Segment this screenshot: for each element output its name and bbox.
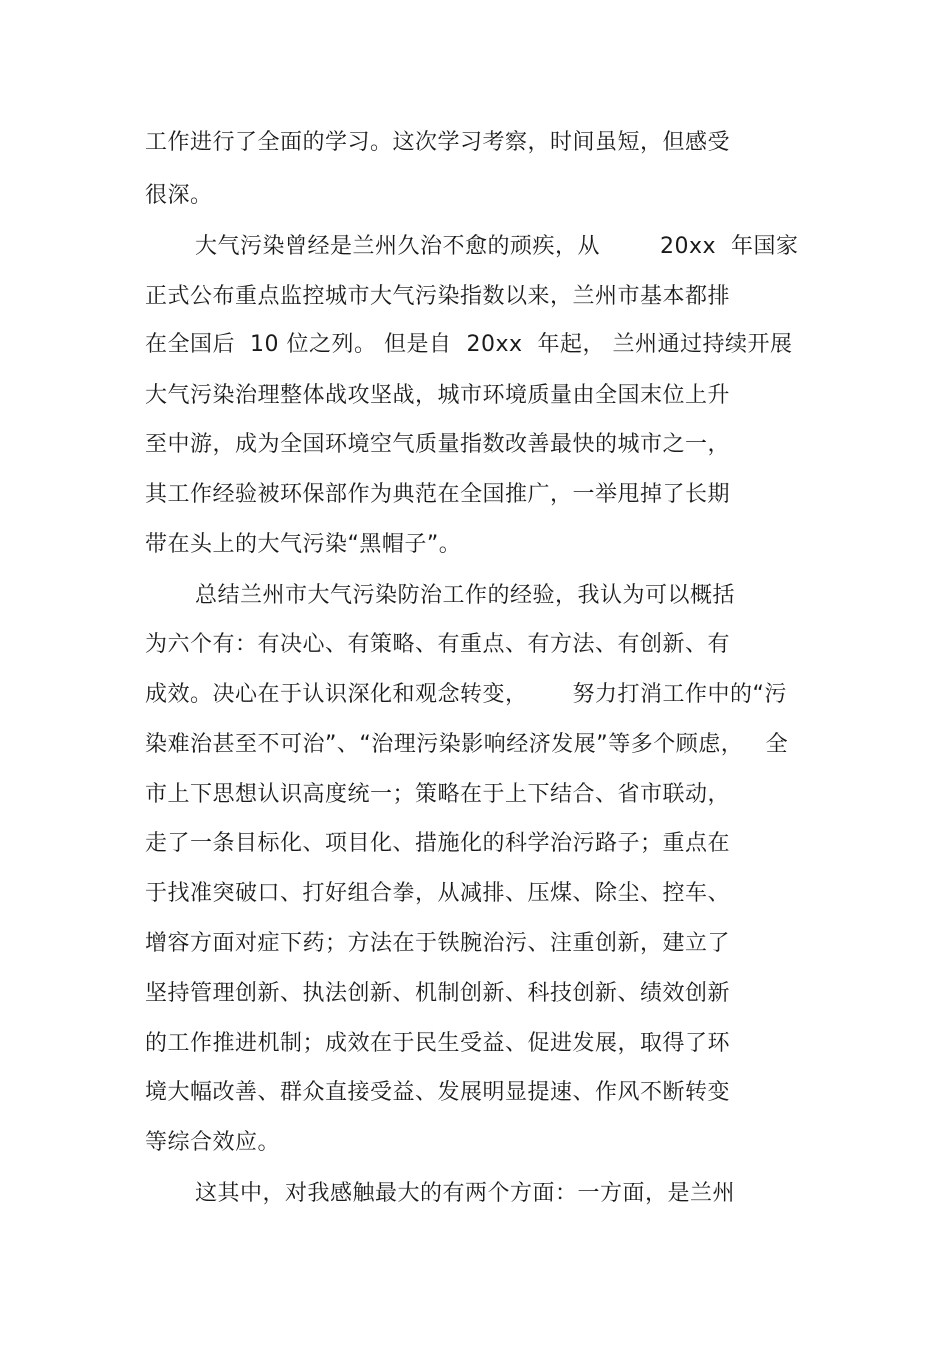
- text-line: 很深。: [145, 183, 213, 208]
- text-line: 走了一条目标化、项目化、措施化的科学治污路子；重点在: [145, 831, 731, 856]
- paragraph-start-line: 总结兰州市大气污染防治工作的经验，我认为可以概括: [195, 583, 736, 608]
- text-line: 市上下思想认识高度统一；策略在于上下结合、省市联动，: [145, 782, 731, 807]
- paragraph-start-line: 大气污染曾经是兰州久治不愈的顽疾，从 20xx 年国家: [195, 234, 799, 259]
- text-line: 正式公布重点监控城市大气污染指数以来，兰州市基本都排: [145, 284, 731, 309]
- text-line: 等综合效应。: [145, 1130, 281, 1155]
- text-line: 其工作经验被环保部作为典范在全国推广，一举甩掉了长期: [145, 482, 731, 507]
- text-line: 于找准突破口、打好组合拳，从减排、压煤、除尘、控车、: [145, 881, 731, 906]
- text-line: 坚持管理创新、执法创新、机制创新、科技创新、绩效创新: [145, 981, 731, 1006]
- text-line: 带在头上的大气污染“黑帽子”。: [145, 532, 462, 557]
- text-line: 境大幅改善、群众直接受益、发展明显提速、作风不断转变: [145, 1080, 731, 1105]
- text-line: 增容方面对症下药；方法在于铁腕治污、注重创新，建立了: [145, 931, 731, 956]
- paragraph-start-line: 这其中，对我感触最大的有两个方面：一方面，是兰州: [195, 1181, 736, 1206]
- text-line: 大气污染治理整体战攻坚战，城市环境质量由全国末位上升: [145, 383, 731, 408]
- text-line: 成效。决心在于认识深化和观念转变， 努力打消工作中的“污: [145, 682, 787, 707]
- text-line: 工作进行了全面的学习。这次学习考察，时间虽短，但感受: [145, 130, 731, 155]
- text-line: 在全国后 10 位之列。 但是自 20xx 年起， 兰州通过持续开展: [145, 332, 793, 357]
- text-line: 为六个有：有决心、有策略、有重点、有方法、有创新、有: [145, 632, 731, 657]
- text-line: 至中游，成为全国环境空气质量指数改善最快的城市之一，: [145, 432, 731, 457]
- text-line: 的工作推进机制；成效在于民生受益、促进发展，取得了环: [145, 1031, 731, 1056]
- text-line: 染难治甚至不可治”、“治理污染影响经济发展”等多个顾虑， 全: [145, 732, 789, 757]
